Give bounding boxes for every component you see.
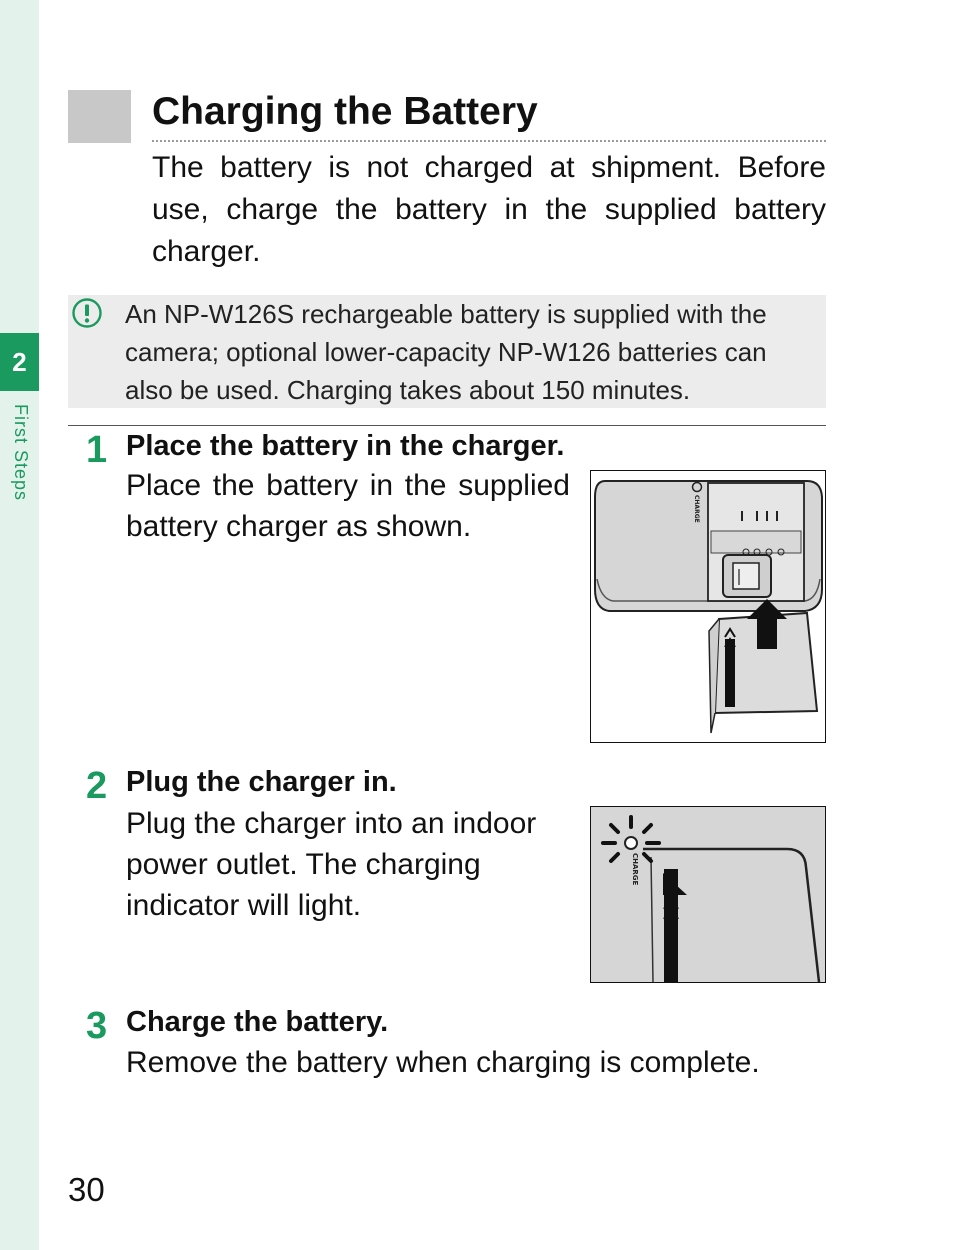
- page-number: 30: [68, 1171, 105, 1208]
- intro-paragraph: The battery is not charged at shipment. Before use, charge the battery in the supplied battery charger.: [152, 151, 826, 268]
- chapter-label: First Steps: [11, 404, 31, 502]
- step-title: Charge the battery.: [126, 1006, 389, 1038]
- step-number: 1: [86, 429, 108, 471]
- title-divider: [152, 140, 826, 142]
- chapter-sidebar: [0, 0, 39, 1250]
- step-text: Remove the battery when charging is complete.: [126, 1046, 760, 1079]
- step-text: Plug the charger into an indoor power outlet. The charging indicator will light.: [126, 807, 537, 922]
- battery-insert-drawing: [591, 471, 825, 742]
- indicator-light-drawing: [591, 807, 825, 982]
- step-text: Place the battery in the supplied battery charger as shown.: [126, 469, 570, 543]
- charging-indicator-illustration: [590, 806, 826, 983]
- caution-icon: [72, 298, 102, 328]
- page-title: Charging the Battery: [152, 90, 538, 133]
- heading-marker: [68, 90, 131, 143]
- step-number: 3: [86, 1005, 108, 1047]
- step-number: 2: [86, 765, 108, 807]
- chapter-tab: 2: [0, 333, 39, 391]
- step-title: Plug the charger in.: [126, 766, 397, 798]
- charger-illustration: [590, 470, 826, 743]
- charge-label: CHARGE: [631, 853, 639, 886]
- caution-note: [68, 295, 826, 408]
- step-title: Place the battery in the charger.: [126, 430, 565, 462]
- charge-label: CHARGE: [693, 495, 700, 523]
- note-text: An NP-W126S rechargeable battery is supplied with the camera; optional lower-capacity NP-W126 batteries can also be used. Charging takes about 150 minutes.: [125, 299, 767, 405]
